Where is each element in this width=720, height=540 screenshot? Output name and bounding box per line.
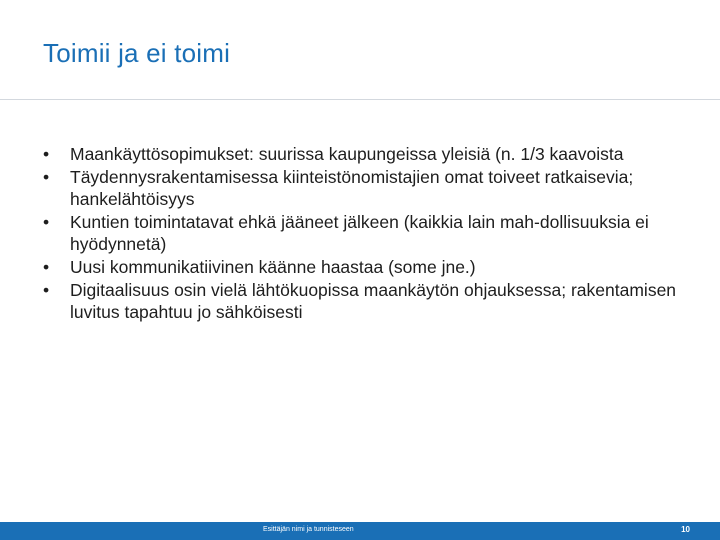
bullet-text: Digitaalisuus osin vielä lähtökuopissa maankäytön ohjauksessa; rakentamisen luvitus tapahtuu jo sähköisesti xyxy=(70,279,677,323)
bullet-list xyxy=(43,143,698,324)
title-divider xyxy=(0,99,720,100)
bullet-text: Kuntien toimintatavat ehkä jääneet jälkeen (kaikkia lain mah-dollisuuksia ei hyödynnetä) xyxy=(70,211,649,255)
slide-title: Toimii ja ei toimi xyxy=(43,38,231,68)
list-item xyxy=(43,211,698,256)
bullet-icon: • xyxy=(43,144,50,164)
list-item xyxy=(43,279,698,324)
page-number: 10 xyxy=(681,525,690,534)
bullet-text: Täydennysrakentamisessa kiinteistönomistajien omat toiveet ratkaisevia; hankelähtöisyys xyxy=(70,166,634,210)
list-item xyxy=(43,256,698,279)
footer-presenter-text: Esittäjän nimi ja tunnisteseen xyxy=(263,526,354,533)
list-item xyxy=(43,143,698,166)
bullet-text: Uusi kommunikatiivinen käänne haastaa (some jne.) xyxy=(70,256,476,277)
bullet-icon: • xyxy=(43,279,50,300)
bullet-icon: • xyxy=(43,166,50,187)
bullet-icon: • xyxy=(43,256,50,277)
bullet-icon: • xyxy=(43,211,50,232)
list-item xyxy=(43,166,698,211)
footer-bar xyxy=(0,522,720,540)
bullet-text: Maankäyttösopimukset: suurissa kaupungeissa yleisiä (n. 1/3 kaavoista xyxy=(70,144,624,164)
